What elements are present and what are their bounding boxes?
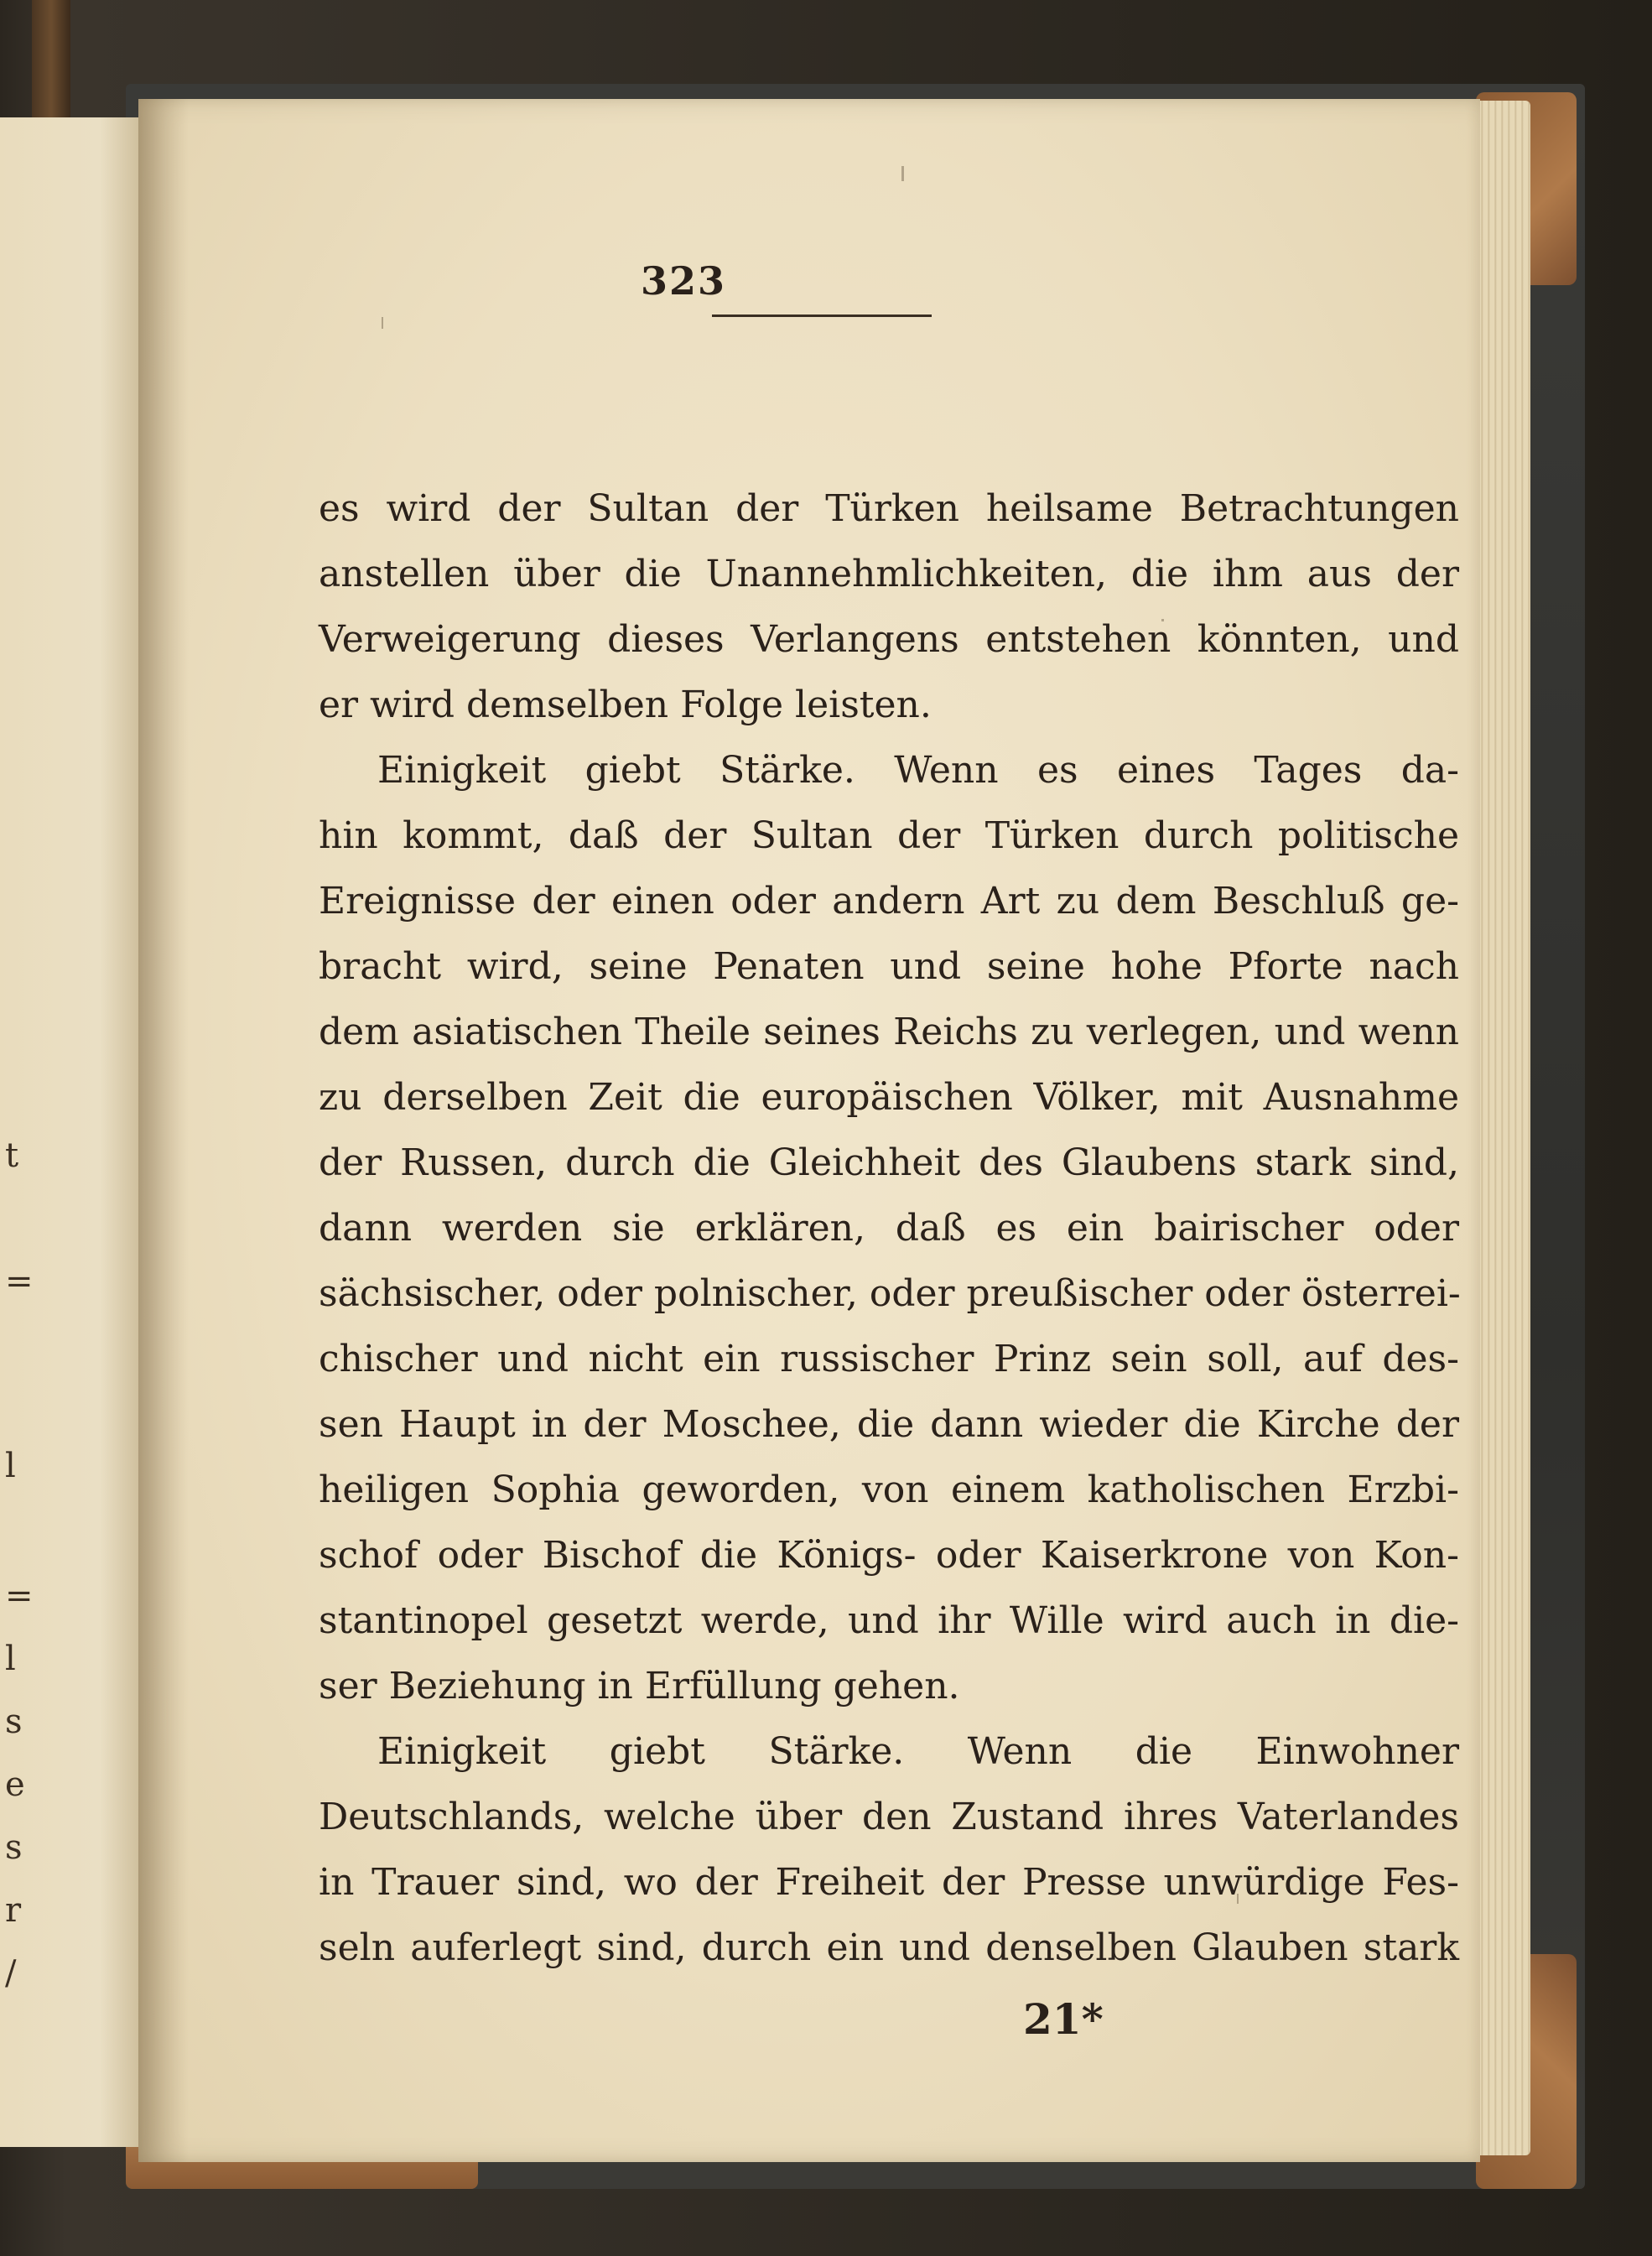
header-rule <box>712 314 932 317</box>
paper-speck <box>382 317 383 329</box>
text-line: schof oder Bischof die Königs- oder Kaiserkrone von Kon- <box>319 1534 1459 1577</box>
text-line: zu derselben Zeit die europäischen Völker, mit Ausnahme <box>319 1076 1459 1119</box>
text-line: bracht wird, seine Penaten und seine hohe Pforte nach <box>319 945 1459 988</box>
left-page-fragment: l <box>5 1640 16 1678</box>
text-line: chischer und nicht ein russischer Prinz sein soll, auf des- <box>319 1338 1459 1380</box>
gutter-shadow <box>138 99 189 2162</box>
text-line: anstellen über die Unannehmlichkeiten, die ihm aus der <box>319 553 1459 595</box>
book-page <box>138 99 1480 2162</box>
paper-speck <box>1161 619 1164 621</box>
text-line: sen Haupt in der Moschee, die dann wieder die Kirche der <box>319 1403 1459 1446</box>
text-line: er wird demselben Folge leisten. <box>319 684 932 726</box>
text-line: in Trauer sind, wo der Freiheit der Presse unwürdige Fes- <box>319 1861 1459 1904</box>
text-line: ser Beziehung in Erfüllung gehen. <box>319 1665 960 1708</box>
text-line: Einigkeit giebt Stärke. Wenn die Einwohner <box>377 1730 1459 1773</box>
left-page <box>0 117 145 2147</box>
page-number: 323 <box>640 258 727 304</box>
left-page-fragment: = <box>5 1577 34 1615</box>
paper-speck <box>901 166 904 181</box>
text-line: Deutschlands, welche über den Zustand ihres Vaterlandes <box>319 1796 1459 1838</box>
bookmark-ribbon <box>32 0 70 126</box>
text-line: seln auferlegt sind, durch ein und denselben Glauben stark <box>319 1926 1459 1969</box>
left-page-fragment: t <box>5 1136 19 1175</box>
signature-mark: 21* <box>1023 1994 1104 2044</box>
left-page-fragment: s <box>5 1828 23 1867</box>
text-line: heiligen Sophia geworden, von einem katholischen Erzbi- <box>319 1468 1459 1511</box>
text-line: hin kommt, daß der Sultan der Türken durch politische <box>319 814 1459 857</box>
left-page-fragment: e <box>5 1765 25 1804</box>
paper-speck <box>1237 1894 1239 1904</box>
text-line: dem asiatischen Theile seines Reichs zu verlegen, und wenn <box>319 1011 1459 1053</box>
left-page-fragment: = <box>5 1262 34 1301</box>
left-page-fragment: / <box>5 1954 17 1993</box>
text-line: es wird der Sultan der Türken heilsame Betrachtungen <box>319 487 1459 530</box>
text-line: der Russen, durch die Gleichheit des Glaubens stark sind, <box>319 1141 1459 1184</box>
text-line: Einigkeit giebt Stärke. Wenn es eines Tages da- <box>377 749 1459 792</box>
text-line: dann werden sie erklären, daß es ein bairischer oder <box>319 1207 1459 1250</box>
left-page-fragment: l <box>5 1447 16 1485</box>
text-line: Ereignisse der einen oder andern Art zu dem Beschluß ge- <box>319 880 1459 923</box>
text-line: sächsischer, oder polnischer, oder preußischer oder österrei- <box>319 1272 1461 1315</box>
text-line: stantinopel gesetzt werde, und ihr Wille wird auch in die- <box>319 1599 1459 1642</box>
text-line: Verweigerung dieses Verlangens entstehen könnten, und <box>319 618 1459 661</box>
left-page-fragment: s <box>5 1702 23 1741</box>
left-page-fragment: r <box>5 1891 22 1930</box>
